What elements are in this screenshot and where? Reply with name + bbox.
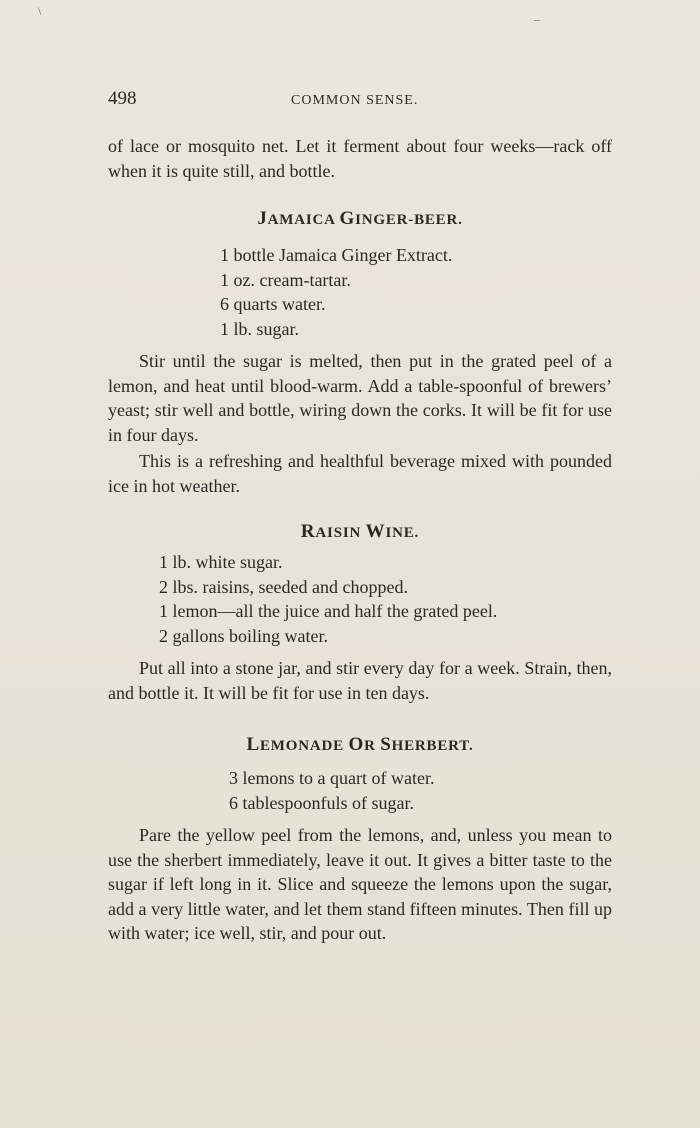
instruction-paragraph: Stir until the sugar is melted, then put in the grated peel of a lemon, and heat until blood-warm. Add a table-spoonful of brewers’ yeast; stir well and bottle, wiring down the corks. It will be fit for use in four days. (108, 351, 612, 445)
ingredient-list-lemonade (229, 766, 434, 815)
instruction-paragraph: Pare the yellow peel from the lemons, and, unless you mean to use the sherbert immediately, leave it out. It gives a bitter taste to the sugar if left long in it. Slice and squeeze the lemons upon the sugar, add a very little water, and let them stand fifteen minutes. Then fill up with water; ice well, stir, and pour out. (108, 825, 612, 943)
ingredient-item: 1 lb. white sugar. (159, 552, 283, 572)
ingredient-list-ginger-beer (220, 243, 452, 341)
ingredient-item: 1 oz. cream-tartar. (220, 269, 351, 290)
instruction-paragraph: Put all into a stone jar, and stir every day for a week. Strain, then, and bottle it. It will be fit for use in ten days. (108, 658, 612, 703)
recipe-title-lemonade: LEMONADE OR SHERBERT. (246, 734, 474, 755)
ingredient-item: 1 bottle Jamaica Ginger Extract. (220, 245, 453, 265)
recipe-title-ginger-beer: JAMAICA GINGER-BEER. (257, 208, 463, 229)
page-number: 498 (108, 88, 137, 109)
running-head (108, 88, 612, 116)
ingredient-item: 1 lemon—all the juice and half the grated peel. (159, 601, 498, 621)
ingredient-item: 3 lemons to a quart of water. (229, 768, 435, 788)
ingredient-item: 6 quarts water. (220, 294, 326, 314)
page-speck: ‒ (534, 12, 540, 26)
running-title: COMMON SENSE. (291, 93, 419, 108)
note-paragraph: This is a refreshing and healthful beverage mixed with pounded ice in hot weather. (108, 451, 612, 496)
page-speck: \ (38, 4, 42, 18)
ingredient-item: 6 tablespoonfuls of sugar. (229, 792, 414, 813)
ingredient-item: 2 gallons boiling water. (159, 625, 328, 646)
ingredient-item: 2 lbs. raisins, seeded and chopped. (159, 576, 408, 597)
recipe-title-raisin-wine: RAISIN WINE. (300, 521, 420, 542)
ingredient-item: 1 lb. sugar. (220, 318, 299, 339)
ingredient-list-raisin-wine (159, 550, 497, 648)
continuation-paragraph: of lace or mosquito net. Let it ferment about four weeks—rack off when it is quite still, and bottle. (108, 136, 612, 181)
